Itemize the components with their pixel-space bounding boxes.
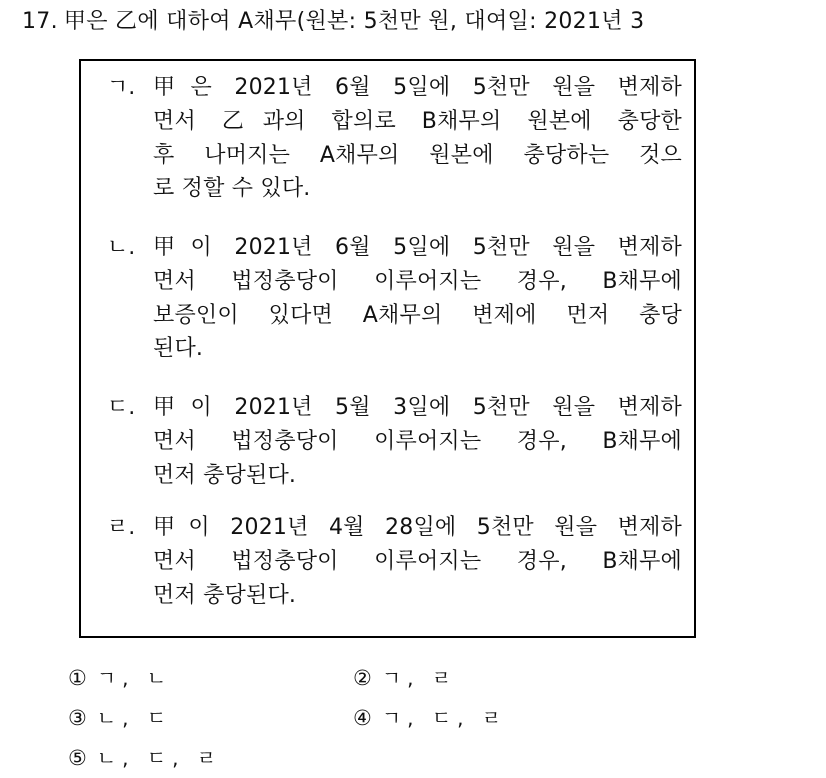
choice-number: ⑤ xyxy=(68,746,87,770)
choice-number: ③ xyxy=(68,706,87,730)
question-stem xyxy=(22,6,644,38)
choice-number: ④ xyxy=(353,706,372,730)
question-number: 17. xyxy=(22,9,58,34)
statement-line: 보증인이 있다면 A채무의 변제에 먼저 충당 xyxy=(153,302,682,328)
statement-line: 면서 법정충당이 이루어지는 경우, B채무에 xyxy=(153,268,682,294)
statement-line: 로 정할 수 있다. xyxy=(153,176,311,202)
statement-line: 면서 법정충당이 이루어지는 경우, B채무에 xyxy=(153,428,682,454)
choice-4[interactable] xyxy=(353,698,507,738)
choice-text: ㄱ, ㄷ, ㄹ xyxy=(381,706,508,730)
choice-number: ② xyxy=(353,666,372,690)
statement-line: 먼저 충당된다. xyxy=(153,462,297,488)
choice-1[interactable] xyxy=(68,658,172,698)
statement-line: 甲이 2021년 4월 28일에 5천만 원을 변제하 xyxy=(153,515,682,540)
statement-box xyxy=(79,59,696,638)
statement-rieul xyxy=(107,511,682,612)
question-text: 甲은 乙에 대하여 A채무(원본: 5천만 원, 대여일: 2021년 3 xyxy=(63,9,645,34)
statement-line: 먼저 충당된다. xyxy=(153,582,297,608)
statement-nieun xyxy=(107,231,682,366)
statement-line: 된다. xyxy=(153,336,204,362)
choice-text: ㄱ, ㄴ xyxy=(96,666,173,690)
statement-marker: ㄴ. xyxy=(107,235,136,260)
statement-line: 甲이 2021년 5월 3일에 5천만 원을 변제하 xyxy=(153,395,682,420)
choice-text: ㄴ, ㄷ, ㄹ xyxy=(96,746,223,770)
statement-giyeok xyxy=(107,71,682,206)
choice-text: ㄴ, ㄷ xyxy=(96,706,173,730)
statement-line: 면서 乙과의 합의로 B채무의 원본에 충당한 xyxy=(153,108,682,134)
statement-marker: ㄹ. xyxy=(107,515,136,540)
choice-2[interactable] xyxy=(353,658,457,698)
statement-line: 후 나머지는 A채무의 원본에 충당하는 것으 xyxy=(153,142,682,168)
choice-3[interactable] xyxy=(68,698,172,738)
choice-text: ㄱ, ㄹ xyxy=(381,666,458,690)
statement-digeut xyxy=(107,391,682,492)
choice-number: ① xyxy=(68,666,87,690)
statement-line: 甲은 2021년 6월 5일에 5천만 원을 변제하 xyxy=(153,75,682,100)
statement-line: 면서 법정충당이 이루어지는 경우, B채무에 xyxy=(153,548,682,574)
statement-marker: ㄱ. xyxy=(107,75,136,100)
choice-5[interactable] xyxy=(68,738,222,778)
statement-marker: ㄷ. xyxy=(107,395,136,420)
statement-line: 甲이 2021년 6월 5일에 5천만 원을 변제하 xyxy=(153,235,682,260)
